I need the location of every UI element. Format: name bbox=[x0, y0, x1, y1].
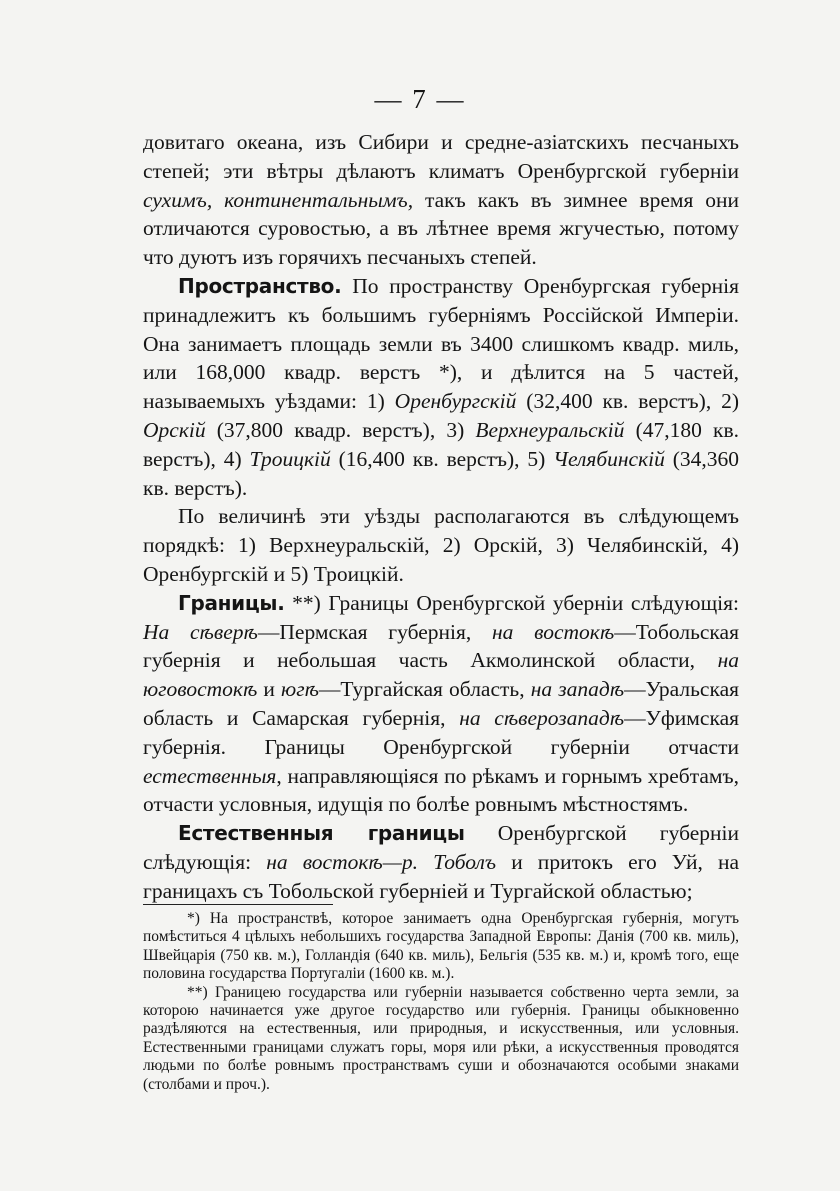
paragraph-area: Пространство. По пространству Оренбургская губернія принадлежитъ къ большимъ губерніямъ Россійской Имперіи. Она занимаетъ площадь земли въ 3400 слишкомъ квадр. миль, или 168,000 квадр. верстъ *), и дѣлится на 5 частей, называемыхъ уѣздами: 1) Оренбургскій (32,400 кв. верстъ), 2) Орскій (37,800 квадр. верстъ), 3) Верхнеуральскій (47,180 кв. верстъ), 4) Троицкій (16,400 кв. верстъ), 5) Челябинскій (34,360 кв. верстъ). bbox=[143, 273, 740, 500]
district-troitsk: Троицкій bbox=[249, 446, 331, 471]
footnote-1: *) На пространствѣ, которое занимаетъ одна Оренбургская губернія, могутъ помѣститься 4 цѣлыхъ небольшихъ государства Западной Европы: Данія (700 кв. миль), Швейцарія (750 кв. м.), Голландія (640 кв. миль), Бельгія (535 кв. м.) и, кромѣ того, еще половина государства Португаліи (1600 кв. м.). bbox=[143, 910, 739, 983]
section-heading-area: Пространство. bbox=[178, 273, 342, 298]
footnotes bbox=[143, 910, 739, 1094]
district-verkhneuralsk: Верхнеуральскій bbox=[475, 417, 625, 442]
district-orenburg: Оренбургскій bbox=[394, 389, 517, 414]
paragraph-climate: довитаго океана, изъ Сибири и средне-азіатскихъ песчаныхъ степей; эти вѣтры дѣлаютъ климатъ Оренбургской губерніи сухимъ, континентальнымъ, такъ какъ въ зимнее время они отличаются суровостью, а въ лѣтнее время жгучестью, потому что дуютъ изъ горячихъ песчаныхъ степей. bbox=[143, 130, 739, 270]
main-text bbox=[143, 128, 739, 906]
district-orsk: Орскій bbox=[143, 417, 206, 442]
section-heading-borders: Границы. bbox=[178, 590, 285, 615]
paragraph-borders: Границы. **) Границы Оренбургской уберніи слѣдующія: На сѣверѣ—Пермская губернія, на востокѣ—Тобольская губернія и небольшая часть Акмолинской области, на юговостокѣ и югѣ—Тургайская область, на западѣ—Уральская область и Самарская губернія, на сѣверозападѣ—Уфимская губернія. Границы Оренбургской губерніи отчасти естественныя, направляющіяся по рѣкамъ и горнымъ хребтамъ, отчасти условныя, идущія по болѣе ровнымъ мѣстностямъ. bbox=[143, 590, 740, 817]
footnote-2: **) Границею государства или губерніи называется собственно черта земли, за которою начинается уже другое государство или губернія. Границы обыкновенно раздѣляются на естественныя, или природныя, и искусственныя, или условныя. Естественными границами служатъ горы, моря или рѣки, а искусственныя проводятся людьми по болѣе ровнымъ пространствамъ суши и обозначаются особыми знаками (столбами и проч.). bbox=[143, 983, 739, 1093]
section-heading-natural-borders: Естественныя границы bbox=[178, 821, 465, 846]
paragraph-order: По величинѣ эти уѣзды располагаются въ слѣдующемъ порядкѣ: 1) Верхнеуральскій, 2) Орскій, 3) Челябинскій, 4) Оренбургскій и 5) Троицкій. bbox=[143, 504, 739, 586]
paragraph-natural-borders: Естественныя границы Оренбургской губерніи слѣдующія: на востокѣ—р. Тоболъ и притокъ его Уй, на границахъ съ Тобольской губерніей и Тургайской областью; bbox=[143, 821, 740, 903]
page-number: — 7 — bbox=[374, 84, 466, 114]
footnote-divider bbox=[143, 904, 333, 905]
emphasis-dry-continental: сухимъ, континентальнымъ, bbox=[143, 187, 414, 212]
district-chelyabinsk: Челябинскій bbox=[553, 446, 665, 471]
